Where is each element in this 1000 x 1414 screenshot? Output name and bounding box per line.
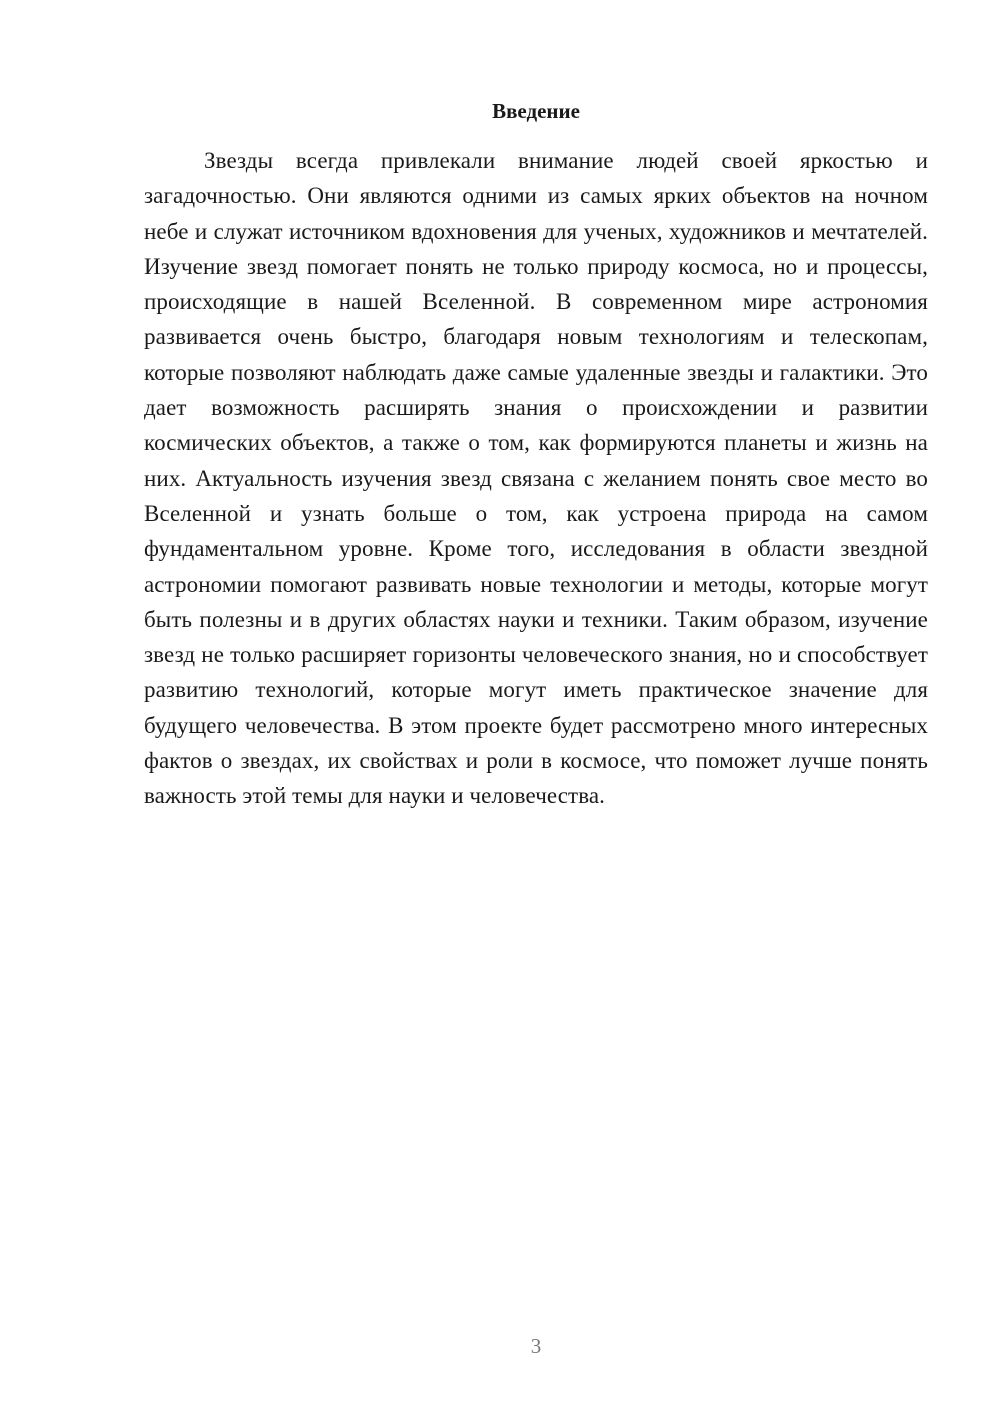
section-heading: Введение [492,99,580,123]
intro-paragraph: Звезды всегда привлекали внимание людей своей яркостью и загадочностью. Они являются одними из самых ярких объектов на ночном небе и служат источником вдохновения для ученых, художников и мечтателей. Изучение звезд помогает понять не только природу космоса, но и процессы, происходящие в нашей Вселенной. В современном мире астрономия развивается очень быстро, благодаря новым технологиям и телескопам, которые позволяют наблюдать даже самые удаленные звезды и галактики. Это дает возможность расширять знания о происхождении и развитии космических объектов, а также о том, как формируются планеты и жизнь на них. Актуальность изучения звезд связана с желанием понять свое место во Вселенной и узнать больше о том, как устроена природа на самом фундаментальном уровне. Кроме того, исследования в области звездной астрономии помогают развивать новые технологии и методы, которые могут быть полезны и в других областях науки и техники. Таким образом, изучение звезд не только расширяет горизонты человеческого знания, но и способствует развитию технологий, которые могут иметь практическое значение для будущего человечества. В этом проекте будет рассмотрено много интересных фактов о звездах, их свойствах и роли в космосе, что поможет лучше понять важность этой темы для науки и человечества. [144,148,928,809]
page-number: 3 [530,1334,542,1358]
